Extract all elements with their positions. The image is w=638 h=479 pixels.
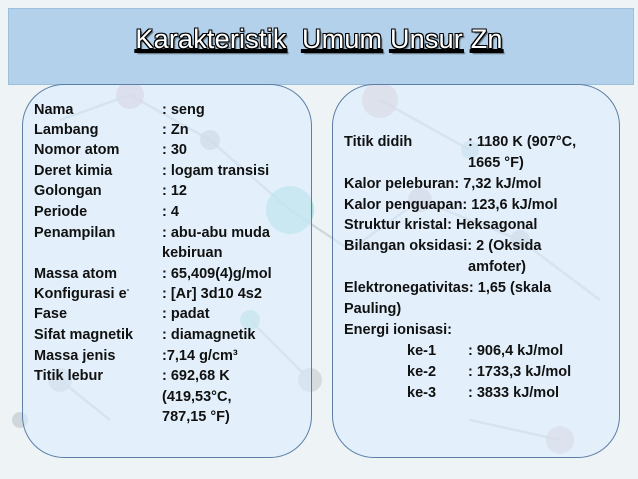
property-value: 787,15 °F) — [162, 409, 230, 425]
ionization-value: : 1733,3 kJ/mol — [468, 364, 572, 380]
property-value: : 1180 K (907°C, — [468, 134, 577, 150]
title-word: Zn — [470, 24, 503, 54]
property-value: : logam transisi — [162, 163, 270, 179]
ionization-value: : 906,4 kJ/mol — [468, 343, 564, 359]
property-value: : seng — [162, 102, 205, 118]
property-row: Struktur kristal: Heksagonal — [344, 217, 538, 233]
property-label: Massa atom — [34, 266, 118, 282]
property-value: (419,53°C, — [162, 389, 232, 405]
property-label: Periode — [34, 204, 88, 220]
property-label — [34, 285, 129, 304]
title-word: Unsur — [389, 24, 463, 54]
property-value: : 12 — [162, 183, 187, 199]
property-row: Kalor penguapan: 123,6 kJ/mol — [344, 197, 558, 213]
property-value-continued: Pauling) — [344, 301, 402, 317]
property-value: : diamagnetik — [162, 327, 256, 343]
property-label: Titik lebur — [34, 368, 104, 384]
ionization-label: ke-3 — [407, 385, 437, 401]
property-row: Bilangan oksidasi: 2 (Oksida — [344, 238, 542, 254]
page-title — [0, 24, 638, 55]
property-value: : Zn — [162, 122, 189, 138]
property-label: Golongan — [34, 183, 102, 199]
property-label: Nomor atom — [34, 142, 120, 158]
property-label-text: Konfigurasi e — [34, 286, 127, 302]
property-row: Energi ionisasi: — [344, 322, 452, 338]
property-value: : padat — [162, 306, 210, 322]
property-row: Elektronegativitas: 1,65 (skala — [344, 280, 552, 296]
property-value: : abu-abu muda — [162, 225, 270, 241]
property-value: kebiruan — [162, 245, 223, 261]
property-label: Sifat magnetik — [34, 327, 134, 343]
property-label: Massa jenis — [34, 348, 116, 364]
title-word: Umum — [301, 24, 383, 54]
ionization-label: ke-2 — [407, 364, 437, 380]
property-value: : 692,68 K — [162, 368, 230, 384]
property-label: Deret kimia — [34, 163, 113, 179]
title-word: Karakteristik — [135, 24, 287, 54]
property-label: Penampilan — [34, 225, 116, 241]
property-row: Kalor peleburan: 7,32 kJ/mol — [344, 176, 542, 192]
property-value-continued: 1665 °F) — [468, 155, 524, 171]
property-value-continued: amfoter) — [468, 259, 527, 275]
property-value: : 65,409(4)g/mol — [162, 266, 272, 282]
property-value: :7,14 g/cm³ — [162, 348, 238, 364]
property-value: : [Ar] 3d10 4s2 — [162, 286, 262, 302]
ionization-label: ke-1 — [407, 343, 437, 359]
superscript: - — [126, 285, 130, 295]
property-label: Lambang — [34, 122, 99, 138]
property-label: Nama — [34, 102, 74, 118]
property-label: Titik didih — [344, 134, 413, 150]
property-value: : 4 — [162, 204, 179, 220]
property-value: : 30 — [162, 142, 187, 158]
property-label: Fase — [34, 306, 68, 322]
ionization-value: : 3833 kJ/mol — [468, 385, 560, 401]
